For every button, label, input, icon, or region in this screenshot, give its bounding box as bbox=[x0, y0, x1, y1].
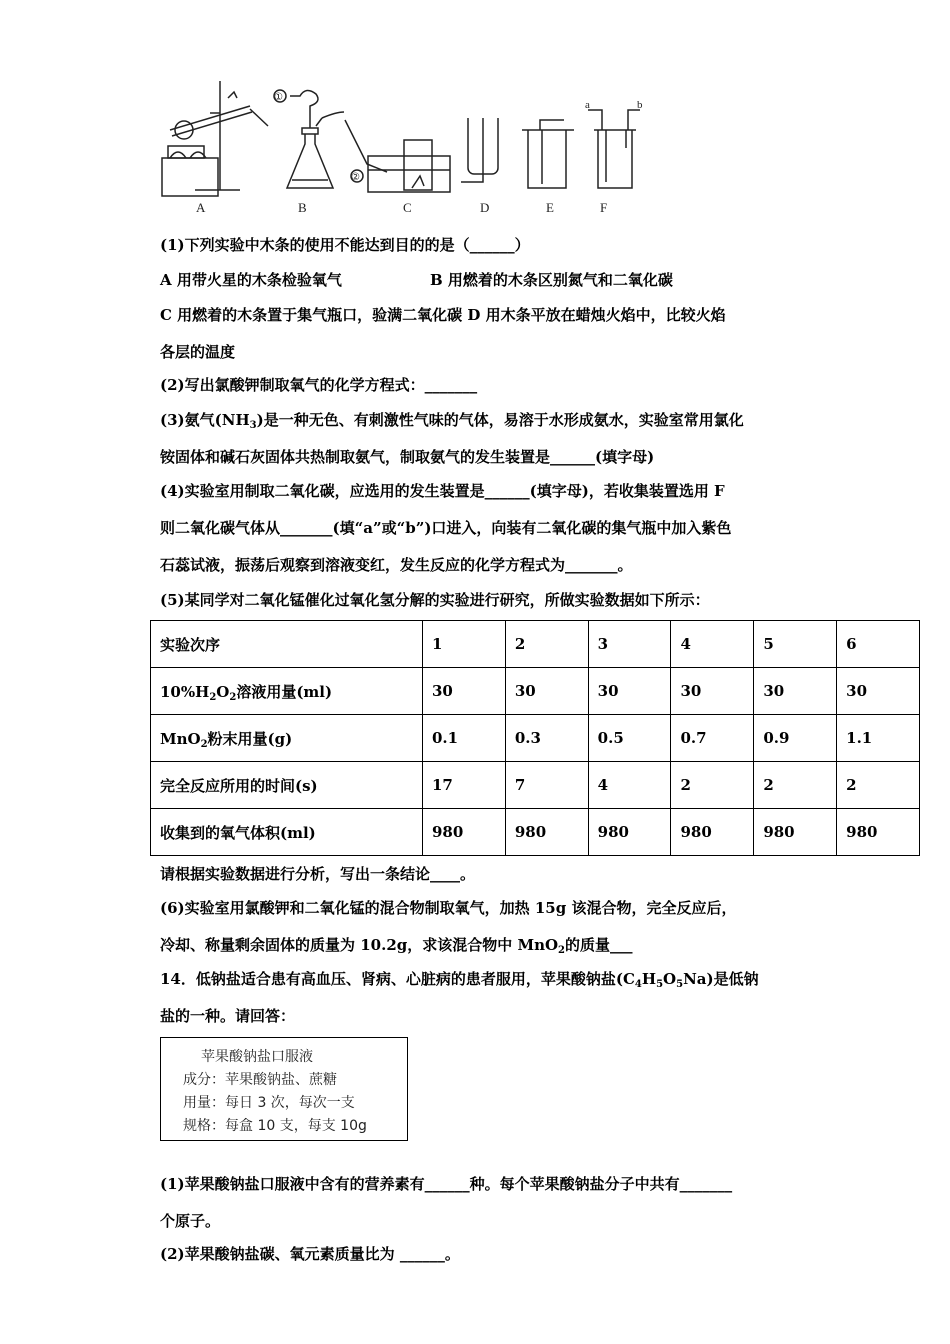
q1-stem: (1)下列实验中木条的使用不能达到目的的是（______） bbox=[160, 236, 530, 254]
apparatus-f bbox=[588, 110, 640, 188]
table-cell: 17 bbox=[423, 762, 506, 809]
table-row bbox=[151, 762, 920, 809]
q3-line2: 铵固体和碱石灰固体共热制取氨气，制取氨气的发生装置是______(填字母) bbox=[160, 448, 655, 466]
table-cell: 2 bbox=[754, 762, 837, 809]
table-cell: 2 bbox=[505, 621, 588, 668]
q14-1-line2: 个原子。 bbox=[160, 1212, 221, 1230]
table-cell: 1.1 bbox=[837, 715, 920, 762]
q1-option-b: B 用燃着的木条区别氮气和二氧化碳 bbox=[430, 271, 673, 289]
row-header-volume: 收集到的氧气体积(ml) bbox=[151, 809, 423, 856]
table-cell: 30 bbox=[837, 668, 920, 715]
q1-option-c-cont: 各层的温度 bbox=[160, 343, 236, 361]
table-cell: 4 bbox=[588, 762, 671, 809]
table-cell: 5 bbox=[754, 621, 837, 668]
apparatus-a bbox=[162, 81, 268, 196]
table-cell: 0.3 bbox=[505, 715, 588, 762]
q1-option-a: A 用带火星的木条检验氧气 bbox=[160, 271, 342, 289]
label-d: D bbox=[480, 200, 490, 215]
q4-line1: (4)实验室用制取二氧化碳，应选用的发生装置是______(填字母)，若收集装置选用 F bbox=[160, 482, 725, 500]
apparatus-b bbox=[274, 90, 344, 188]
table-cell: 30 bbox=[423, 668, 506, 715]
table-cell: 0.9 bbox=[754, 715, 837, 762]
table-row bbox=[151, 715, 920, 762]
table-row bbox=[151, 621, 920, 668]
q1-option-c: C 用燃着的木条置于集气瓶口，验满二氧化碳 D 用木条平放在蜡烛火焰中，比较火焰 bbox=[160, 306, 726, 324]
apparatus-d bbox=[461, 118, 498, 182]
table-cell: 6 bbox=[837, 621, 920, 668]
label-b: B bbox=[298, 200, 307, 215]
label-f: F bbox=[600, 200, 608, 215]
table-cell: 30 bbox=[754, 668, 837, 715]
label-title: 苹果酸钠盐口服液 bbox=[201, 1049, 313, 1065]
row-header-mno2: MnO$_2$粉末用量(g) bbox=[151, 715, 423, 762]
q3-line1: (3)氨气$(NH_3)$是一种无色、有刺激性气味的气体，易溶于水形成氨水，实验室常用氯化 bbox=[160, 411, 744, 431]
table-cell: 980 bbox=[423, 809, 506, 856]
table-cell: 2 bbox=[837, 762, 920, 809]
apparatus-e bbox=[522, 120, 574, 188]
label-e: E bbox=[546, 200, 554, 215]
table-cell: 980 bbox=[754, 809, 837, 856]
table-cell: 0.5 bbox=[588, 715, 671, 762]
q5-intro: (5)某同学对二氧化锰催化过氧化氢分解的实验进行研究，所做实验数据如下所示： bbox=[160, 591, 710, 609]
q6-line2: 冷却、称量剩余固体的质量为 10.2g，求该混合物中 MnO$_2$的质量___ bbox=[160, 936, 633, 956]
table-cell: 980 bbox=[505, 809, 588, 856]
table-cell: 0.7 bbox=[671, 715, 754, 762]
table-cell: 980 bbox=[671, 809, 754, 856]
q14-1-line1: (1)苹果酸钠盐口服液中含有的营养素有______种。每个苹果酸钠盐分子中共有_______ bbox=[160, 1175, 733, 1193]
q4-line2: 则二氧化碳气体从_______(填“a”或“b”)口进入，向装有二氧化碳的集气瓶中加入紫色 bbox=[160, 519, 732, 537]
product-label bbox=[160, 1037, 408, 1141]
label-spec: 规格：每盒 10 支，每支 10g bbox=[183, 1118, 367, 1134]
table-cell: 7 bbox=[505, 762, 588, 809]
row-header-h2o2: $10\%H_2O_2$溶液用量(ml) bbox=[151, 668, 423, 715]
row-header-order: 实验次序 bbox=[151, 621, 423, 668]
q4-line3: 石蕊试液，振荡后观察到溶液变红，发生反应的化学方程式为_______。 bbox=[160, 556, 633, 574]
q6-line1: (6)实验室用氯酸钾和二氧化锰的混合物制取氧气，加热 15g 该混合物，完全反应后， bbox=[160, 899, 737, 917]
q14-2: (2)苹果酸钠盐碳、氧元素质量比为 ______。 bbox=[160, 1245, 460, 1263]
marker-1: ① bbox=[274, 92, 283, 103]
q14-stem-cont: 盐的一种。请回答： bbox=[160, 1007, 296, 1025]
q2: (2)写出氯酸钾制取氧气的化学方程式：_______ bbox=[160, 376, 478, 394]
apparatus-diagram bbox=[150, 78, 670, 218]
table-cell: 3 bbox=[588, 621, 671, 668]
table-cell: 0.1 bbox=[423, 715, 506, 762]
table-cell: 2 bbox=[671, 762, 754, 809]
label-ingredients: 成分：苹果酸钠盐、蔗糖 bbox=[183, 1072, 337, 1088]
label-c: C bbox=[403, 200, 412, 215]
marker-2: ② bbox=[351, 172, 360, 183]
table-cell: 4 bbox=[671, 621, 754, 668]
apparatus-c bbox=[345, 120, 450, 192]
table-cell: 30 bbox=[588, 668, 671, 715]
table-cell: 980 bbox=[588, 809, 671, 856]
experiment-table bbox=[150, 620, 920, 856]
port-a: a bbox=[585, 99, 590, 111]
q5-conclusion: 请根据实验数据进行分析，写出一条结论____。 bbox=[160, 865, 476, 883]
q14-stem: 14．低钠盐适合患有高血压、肾病、心脏病的患者服用，苹果酸钠盐$(C_4H_5O_5Na)$是低钠 bbox=[160, 970, 759, 990]
label-dosage: 用量：每日 3 次，每次一支 bbox=[183, 1095, 355, 1111]
table-cell: 30 bbox=[671, 668, 754, 715]
table-row bbox=[151, 809, 920, 856]
table-cell: 30 bbox=[505, 668, 588, 715]
row-header-time: 完全反应所用的时间(s) bbox=[151, 762, 423, 809]
table-row bbox=[151, 668, 920, 715]
label-a: A bbox=[196, 200, 206, 215]
port-b: b bbox=[637, 99, 643, 111]
table-cell: 1 bbox=[423, 621, 506, 668]
table-cell: 980 bbox=[837, 809, 920, 856]
